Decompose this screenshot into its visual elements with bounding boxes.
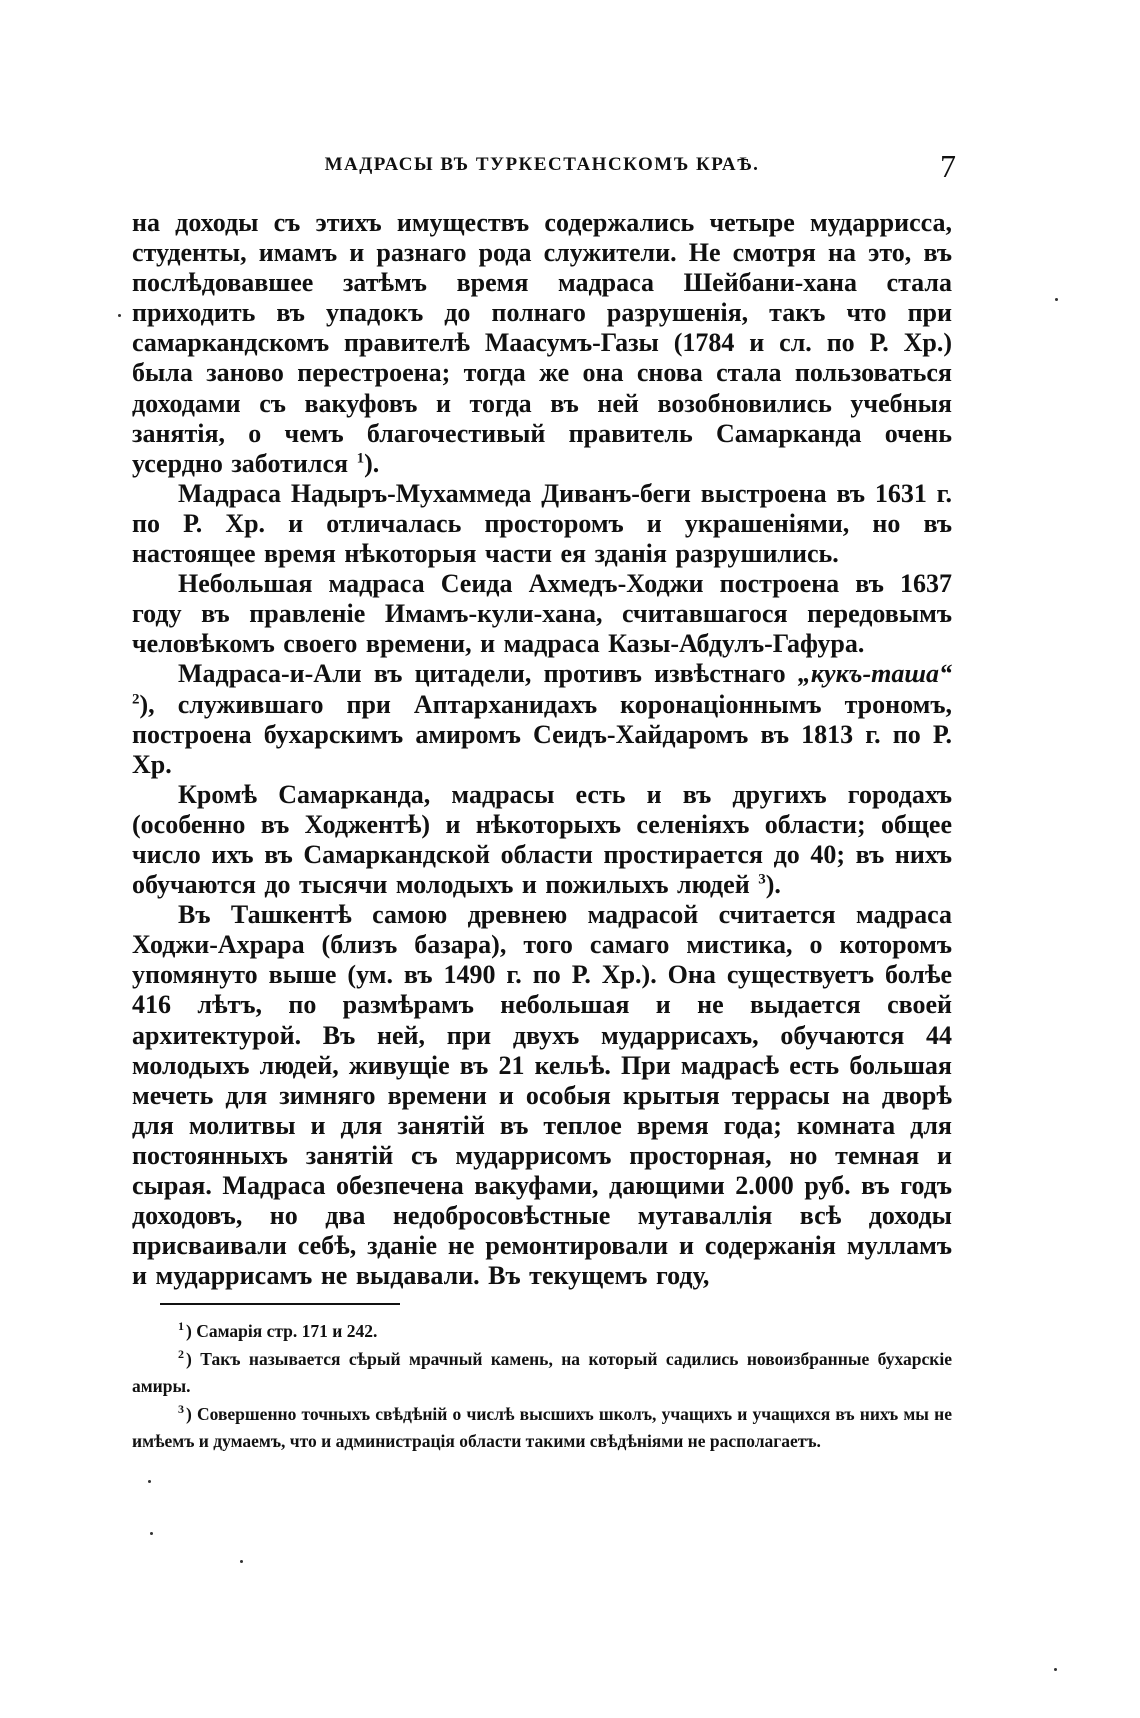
footnote — [132, 1401, 952, 1456]
scan-speck — [148, 1480, 151, 1483]
paragraph-text: на доходы съ этихъ имуществъ содержались четыре мударрисса, студенты, имамъ и разнаго рода служители. Не смотря на это, въ послѣдовавшее затѣмъ время мадраса Шейбани-хана стала приходить въ упадокъ до полнаго разрушенія, такъ что при самаркандскомъ правителѣ Маасумъ-Газы (1784 и сл. по Р. Хр.) была заново перестроена; тогда же она снова стала пользоваться доходами съ вакуфовъ и тогда въ ней возобновились учебныя занятія, о чемъ благочестивый правитель Самарканда очень усердно заботился — [132, 208, 952, 478]
paragraph: Небольшая мадраса Сеида Ахмедъ-Ходжи построена въ 1637 году въ правленіе Имамъ-кули-хана, считавшагося передовымъ человѣкомъ своего времени, и мадраса Казы-Абдулъ-Гафура. — [132, 569, 952, 659]
footnote-ref: 3 — [758, 871, 766, 888]
italic-term: „кукъ-таша“ — [797, 659, 952, 689]
footnote — [132, 1346, 952, 1401]
paragraph — [132, 659, 952, 779]
footnote-ref-close: ). — [765, 870, 781, 900]
footnote-divider — [160, 1303, 400, 1305]
footnote-text: ) Такъ называется сѣрый мрачный камень, на который садились новоизбранные бухарскіе амиры. — [132, 1348, 952, 1397]
main-text — [132, 208, 952, 1291]
scan-speck — [1054, 1668, 1057, 1671]
scan-speck — [150, 1532, 153, 1535]
footnote-text: ) Самарія стр. 171 и 242. — [186, 1321, 378, 1341]
footnotes — [132, 1318, 952, 1456]
footnote-text: ) Совершенно точныхъ свѣдѣній о числѣ высшихъ школъ, учащихъ и учащихся въ нихъ мы не имѣемъ и думаемъ, что и администрація области такими свѣдѣніями не располагаетъ. — [132, 1403, 952, 1452]
footnote — [132, 1318, 952, 1346]
paragraph: Мадраса Надыръ-Мухаммеда Диванъ-беги выстроена въ 1631 г. по Р. Хр. и отличалась просторомъ и украшеніями, но въ настоящее время нѣкоторыя части ея зданія разрушились. — [132, 478, 952, 569]
footnote-ref: 1 — [356, 450, 365, 467]
page-number: 7 — [940, 148, 956, 184]
paragraph-text: Мадраса-и-Али въ цитадели, противъ извѣстнаго — [178, 659, 798, 689]
paragraph — [132, 208, 952, 479]
footnote-ref-close: ). — [364, 448, 380, 478]
scan-speck — [1055, 298, 1058, 301]
footnote-mark: 1 — [178, 1319, 184, 1334]
scan-speck — [118, 314, 121, 317]
paragraph-text: , служившаго при Аптарханидахъ коронаціоннымъ трономъ, построена бухарскимъ амиромъ Сеидъ-Хайдаромъ въ 1813 г. по Р. Хр. — [132, 689, 952, 779]
paragraph: Въ Ташкентѣ самою древнею мадрасой считается мадраса Ходжи-Ахрара (близъ базара), того самаго мистика, о которомъ упомянуто выше (ум. въ 1490 г. по Р. Хр.). Она существуетъ болѣе 416 лѣтъ, по размѣрамъ небольшая и не выдается своей архитектурой. Въ ней, при двухъ мударрисахъ, обучаются 44 молодыхъ людей, живущіе въ 21 кельѣ. При мадрасѣ есть большая мечеть для зимняго времени и особыя крытыя террасы на дворѣ для молитвы и для занятій въ теплое время года; комната для постоянныхъ занятій съ мударрисомъ просторная, но темная и сырая. Мадраса обезпечена вакуфами, дающими 2.000 руб. въ годъ доходовъ, но два недобросовѣстные мутаваллія всѣ доходы присваивали себѣ, зданіе не ремонтировали и содержанія мулламъ и мударрисамъ не выдавали. Въ текущемъ году, — [132, 900, 952, 1291]
scan-speck — [240, 1560, 243, 1563]
footnote-ref-close: ) — [139, 689, 149, 719]
paragraph-text: Кромѣ Самарканда, мадрасы есть и въ другихъ городахъ (особенно въ Ходжентѣ) и нѣкоторыхъ селеніяхъ области; общее число ихъ въ Самаркандской области простирается до 40; въ нихъ обучаются до тысячи молодыхъ и пожилыхъ людей — [132, 779, 952, 900]
footnote-ref: 2 — [132, 690, 140, 707]
footnote-mark: 3 — [178, 1401, 184, 1416]
paragraph — [132, 780, 952, 900]
footnote-mark: 2 — [178, 1346, 184, 1361]
running-head — [128, 148, 956, 184]
running-title: МАДРАСЫ ВЪ ТУРКЕСТАНСКОМЪ КРАѢ. — [324, 154, 760, 175]
